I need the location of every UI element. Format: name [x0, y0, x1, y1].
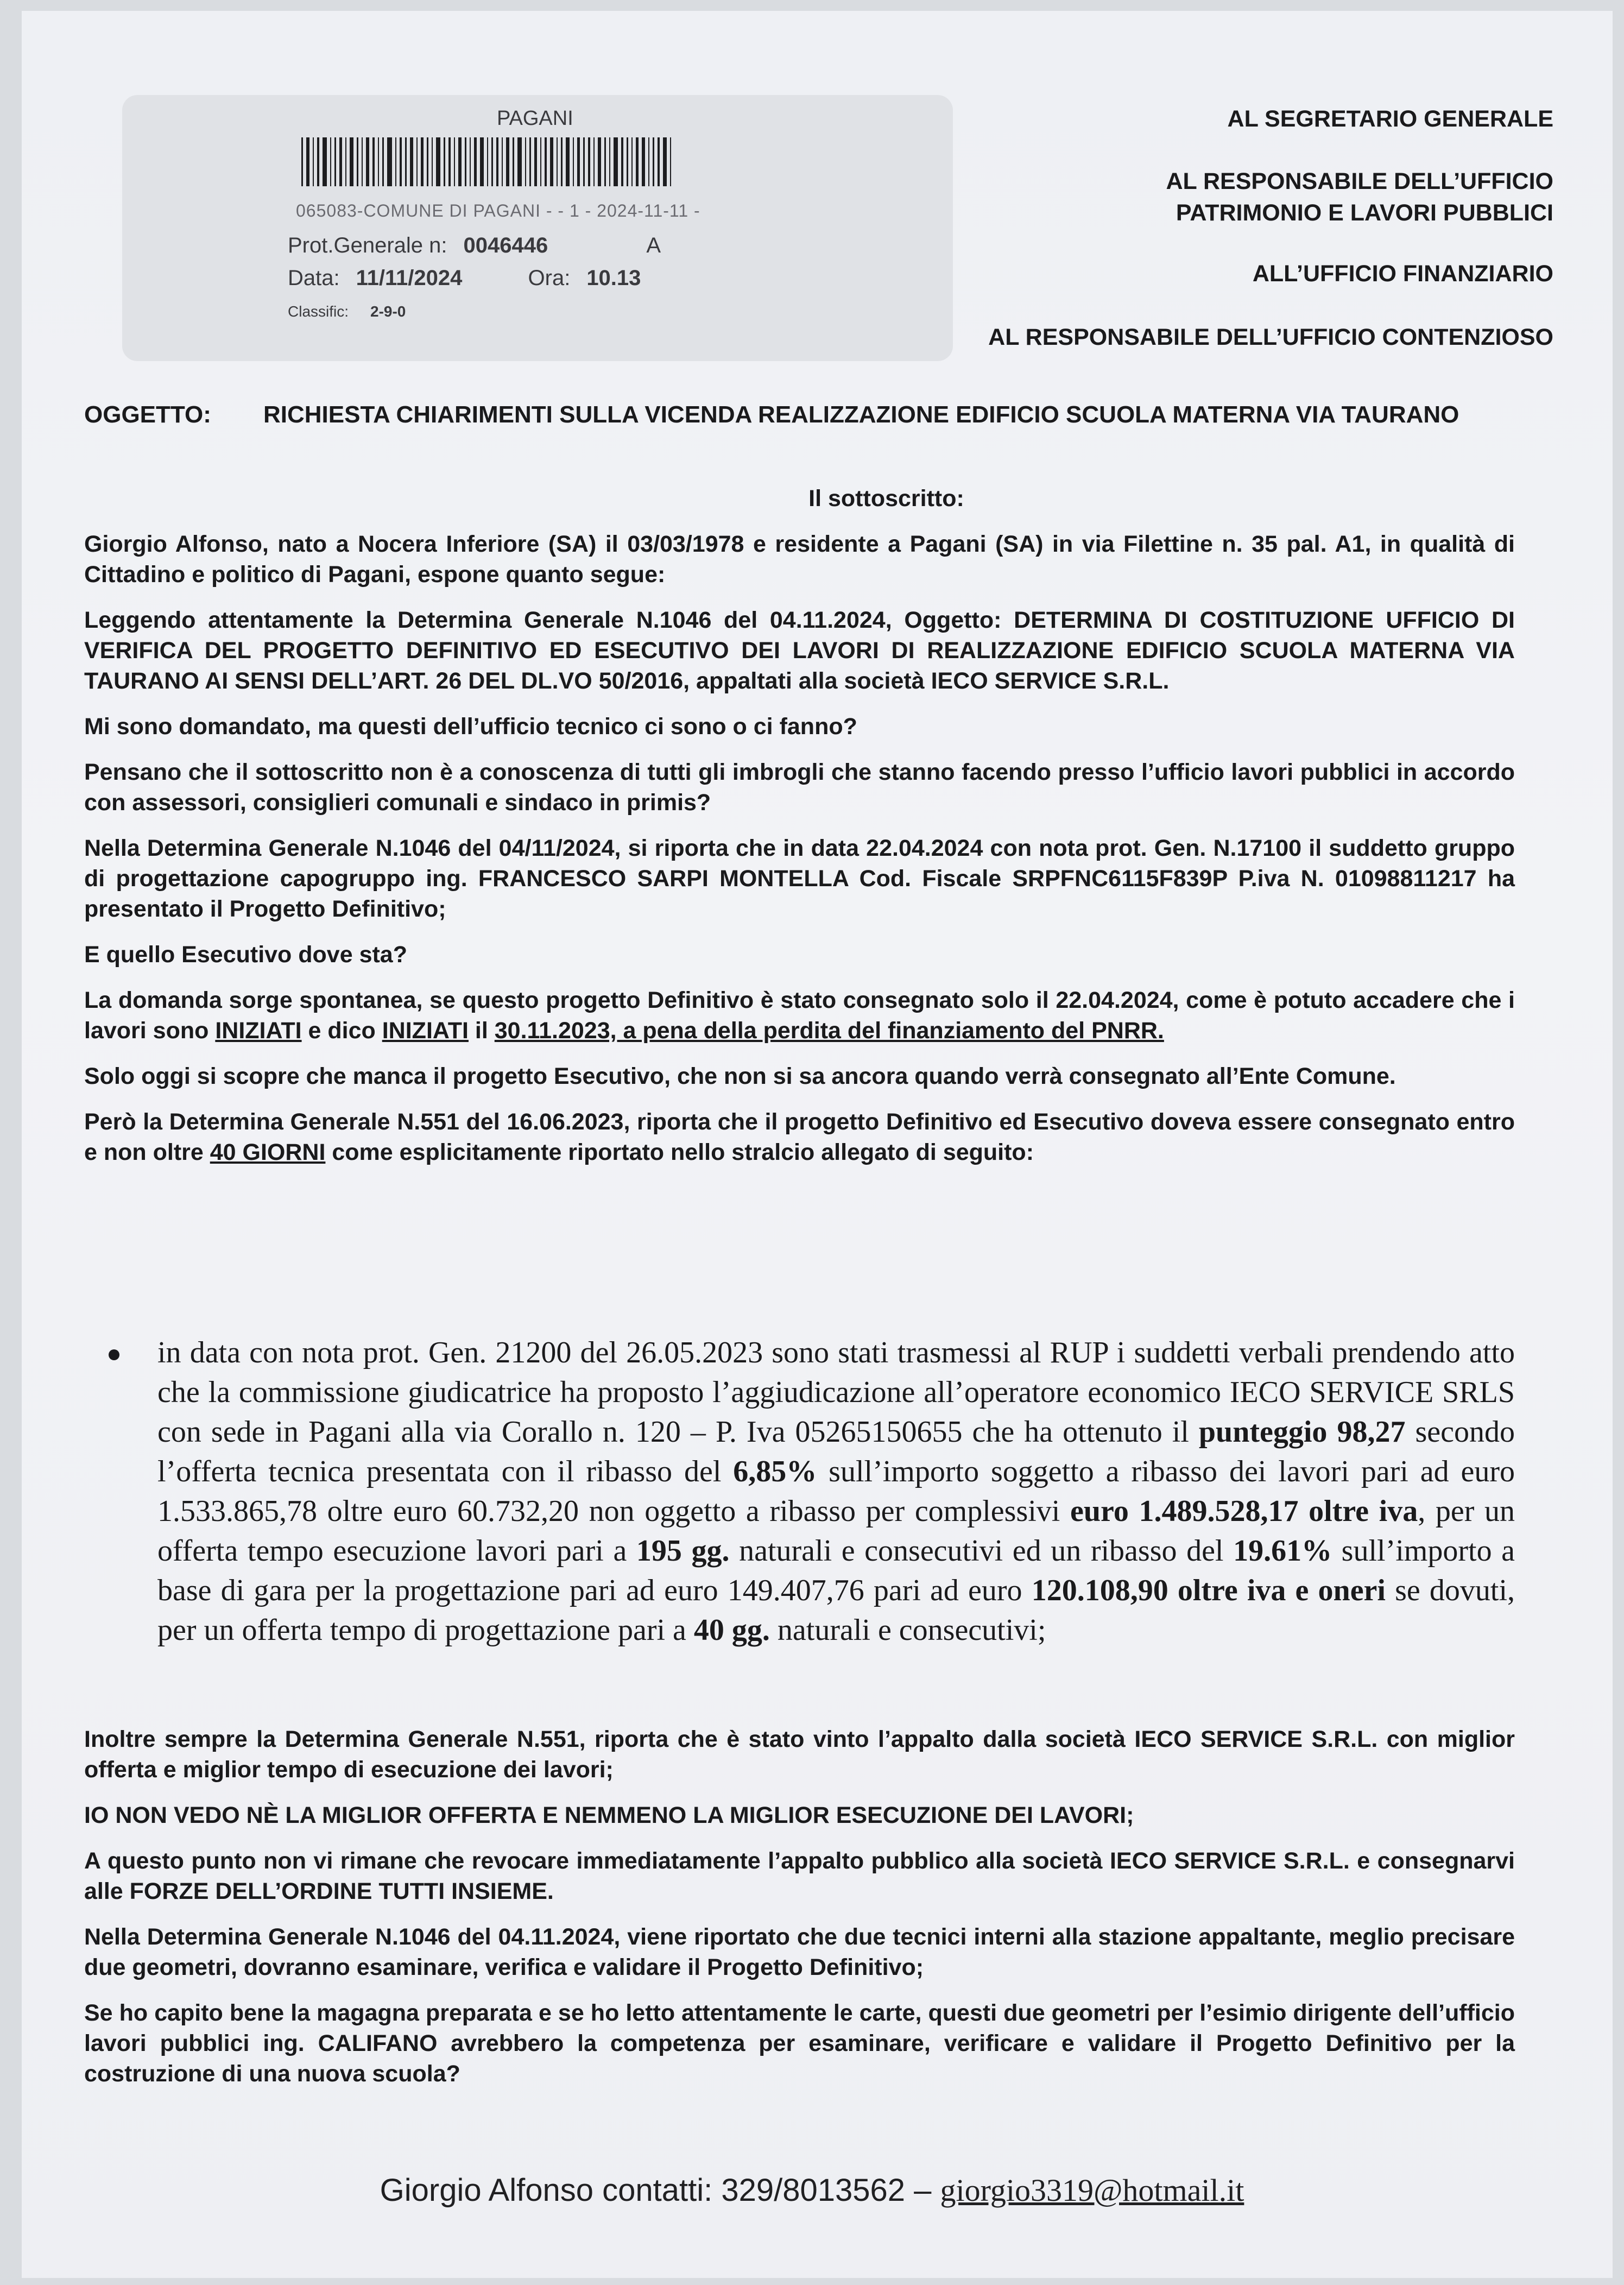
recipient-public-works-line2: PATRIMONIO E LAVORI PUBBLICI [1176, 200, 1553, 226]
text-run: Però la Determina Generale N.551 del 16.06.2023, riporta che il progetto Definitivo ed Esecutivo doveva essere consegnato entro e non oltre [84, 1109, 1515, 1165]
stamp-class-value: 2-9-0 [370, 303, 406, 320]
bold-text: 195 gg. [636, 1534, 730, 1568]
barcode-bar [378, 137, 379, 186]
text-run: il [468, 1018, 495, 1044]
barcode-bar [534, 137, 537, 186]
stamp-prot-number: 0046446 [463, 233, 548, 257]
barcode-bar [653, 137, 654, 186]
barcode-bar [658, 137, 660, 186]
text-run: , per un offerta tempo esecuzione lavori pari a [157, 1494, 1515, 1568]
barcode-bar [557, 137, 558, 186]
recipient-litigation: AL RESPONSABILE DELL’UFFICIO CONTENZIOSO [988, 324, 1553, 350]
stamp-reference: 065083-COMUNE DI PAGANI - - 1 - 2024-11-11 - [296, 201, 700, 220]
subject-label: OGGETTO: [84, 401, 211, 428]
bold-text: 120.108,90 oltre iva e oneri [1031, 1574, 1386, 1607]
barcode-bar [421, 137, 424, 186]
footer-contacts [0, 2172, 1624, 2208]
paragraph-determina-551 [84, 1107, 1515, 1167]
barcode-bar [350, 137, 353, 186]
bold-text: euro 1.489.528,17 oltre iva [1070, 1494, 1418, 1528]
barcode-bar [588, 137, 590, 186]
barcode-bar [465, 137, 466, 186]
underlined-text: 30.11.2023, a pena della perdita del finanziamento del PNRR. [494, 1018, 1164, 1044]
barcode-bar [545, 137, 547, 186]
text-run: La domanda sorge spontanea, se questo progetto Definitivo è stato consegnato solo il 22.04.2024, come è potuto accadere che i lavori sono [84, 987, 1515, 1044]
barcode-bar [395, 137, 396, 186]
stamp-time-label: Ora: [528, 266, 571, 290]
footer-text: Giorgio Alfonso contatti: 329/8013562 – [380, 2173, 940, 2208]
barcode-bar [400, 137, 402, 186]
barcode-bar [330, 137, 331, 186]
underlined-text: 40 GIORNI [210, 1139, 326, 1165]
stamp-date-label: Data: [288, 266, 340, 290]
paragraph-revocare: A questo punto non vi rimane che revocare immediatamente l’appalto pubblico alla società IECO SERVICE S.R.L. e consegnarvi alle FORZE DELL’ORDINE TUTTI INSIEME. [84, 1848, 1515, 1904]
barcode-bar [454, 137, 455, 186]
barcode-bar [540, 137, 541, 186]
barcode-bar [525, 137, 526, 186]
barcode-bar [382, 137, 384, 186]
subject-text: RICHIESTA CHIARIMENTI SULLA VICENDA REALIZZAZIONE EDIFICIO SCUOLA MATERNA VIA TAURANO [263, 401, 1459, 428]
paragraph-manca-esecutivo: Solo oggi si scopre che manca il progetto Esecutivo, che non si sa ancora quando verrà consegnato all’Ente Comune. [84, 1063, 1396, 1089]
barcode-bar [566, 137, 570, 186]
barcode-bar [357, 137, 358, 186]
barcode-bar [334, 137, 336, 186]
paragraph-progetto-definitivo: Nella Determina Generale N.1046 del 04/11/2024, si riporta che in data 22.04.2024 con nota prot. Gen. N.17100 il suddetto gruppo di progettazione capogruppo ing. FRANCESCO SARPI MONTELLA Cod. Fiscale SRPFNC6115F839P P.iva N. 01098811217 ha presentato il Progetto Definitivo; [84, 835, 1515, 922]
text-run: secondo l’offerta tecnica presentata con il ribasso del [157, 1415, 1515, 1488]
protocol-stamp [122, 95, 953, 361]
barcode-bar [317, 137, 319, 186]
text-run: sull’importo soggetto a ribasso dei lavori pari ad euro 1.533.865,78 oltre euro 60.732,20 non oggetto a ribasso per complessivi [157, 1455, 1515, 1528]
paragraph-esecutivo-question: E quello Esecutivo dove sta? [84, 942, 407, 968]
subject [84, 399, 1518, 431]
barcode-bar [598, 137, 601, 186]
text-run: se dovuti, per un offerta tempo di progettazione pari a [157, 1574, 1515, 1647]
bold-text: 40 gg. [693, 1613, 770, 1647]
text-run: come esplicitamente riportato nello stralcio allegato di seguito: [325, 1139, 1034, 1165]
barcode-bar [345, 137, 346, 186]
barcode-bar [410, 137, 413, 186]
barcode-bar [444, 137, 445, 186]
stamp-date-value: 11/11/2024 [356, 266, 463, 290]
recipient-finance: ALL’UFFICIO FINANZIARIO [1252, 261, 1553, 287]
barcode-bar [436, 137, 440, 186]
heading-undersigned: Il sottoscritto: [808, 485, 964, 512]
paragraph-geometri: Nella Determina Generale N.1046 del 04.11.2024, viene riportato che due tecnici interni alla stazione appaltante, meglio precisare due geometri, dovranno esaminare, verifica e validare il Progetto Definitivo; [84, 1924, 1515, 1980]
barcode-bar [487, 137, 488, 186]
barcode-bar [609, 137, 610, 186]
stamp-prot-letter: A [646, 233, 661, 257]
barcode-bar [573, 137, 574, 186]
stamp-date-row [288, 266, 641, 291]
paragraph-iniziati [84, 985, 1515, 1046]
stamp-city: PAGANI [497, 107, 573, 130]
barcode-bar [491, 137, 493, 186]
paragraph-imbrogli: Pensano che il sottoscritto non è a conoscenza di tutti gli imbrogli che stanno facendo presso l’ufficio lavori pubblici in accordo con assessori, consiglieri comunali e sindaco in primis? [84, 759, 1515, 816]
barcode-bar [432, 137, 433, 186]
barcode-bar [577, 137, 580, 186]
paragraph-question-office: Mi sono domandato, ma questi dell’ufficio tecnico ci sono o ci fanno? [84, 714, 857, 740]
barcode-bar [313, 137, 314, 186]
bold-text: 19.61% [1233, 1534, 1332, 1568]
barcode-bar [614, 137, 618, 186]
footer-email-link[interactable]: giorgio3319@hotmail.it [940, 2173, 1244, 2208]
barcode-bar [593, 137, 595, 186]
barcode-bar [513, 137, 514, 186]
underlined-text: INIZIATI [215, 1018, 302, 1044]
barcode-bar [323, 137, 327, 186]
barcode-bar [470, 137, 471, 186]
barcode-bar [458, 137, 462, 186]
paragraph-competenza: Se ho capito bene la magagna preparata e se ho letto attentamente le carte, questi due geometri per l’esimio dirigente dell’ufficio lavori pubblici ing. CALIFANO avrebbero la competenza per esaminare, verificare e validare il Progetto Definitivo per la costruzione di una nuova scuola? [84, 2000, 1515, 2087]
body-lower [84, 1724, 1515, 2104]
barcode-bar [636, 137, 639, 186]
text-run: naturali e consecutivi; [769, 1613, 1046, 1647]
barcode-bar [604, 137, 606, 186]
text-run: in data con nota prot. Gen. 21200 del 26.05.2023 sono stati trasmessi al RUP i suddetti verbali prendendo atto che la commissione giudicatrice ha proposto l’aggiudicazione all’operatore economico IECO SERVICE SRLS con sede in Pagani alla via Corallo n. 120 – P. Iva 05265150655 che ha ottenuto il [157, 1336, 1515, 1449]
barcode-bar [502, 137, 503, 186]
barcode-bar [448, 137, 451, 186]
barcode-bar [648, 137, 649, 186]
barcode-bar [387, 137, 392, 186]
text-run: e dico [301, 1018, 382, 1044]
barcode-bar [529, 137, 531, 186]
quoted-excerpt [109, 1333, 1515, 1650]
stamp-class-label: Classific: [288, 303, 349, 320]
barcode-bar [474, 137, 477, 186]
barcode-bar [405, 137, 407, 186]
barcode-bar [306, 137, 309, 186]
barcode-bar [631, 137, 633, 186]
bold-text: 6,85% [733, 1455, 817, 1488]
stamp-prot-label: Prot.Generale n: [288, 233, 447, 257]
barcode-bar [642, 137, 645, 186]
bold-text: punteggio 98,27 [1198, 1415, 1406, 1449]
paragraph-appalto-vinto: Inoltre sempre la Determina Generale N.551, riporta che è stato vinto l’appalto dalla società IECO SERVICE S.R.L. con miglior offerta e miglior tempo di esecuzione dei lavori; [84, 1726, 1515, 1783]
barcode-bar [496, 137, 498, 186]
barcode-bar [339, 137, 342, 186]
barcode-bar [550, 137, 553, 186]
barcode-bar [517, 137, 522, 186]
barcode-bar [372, 137, 375, 186]
barcode-bar [627, 137, 628, 186]
recipient-public-works-line1: AL RESPONSABILE DELL’UFFICIO [1166, 168, 1553, 194]
recipient-public-works [1166, 166, 1553, 229]
barcode-bar [583, 137, 585, 186]
text-run: naturali e consecutivi ed un ribasso del [729, 1534, 1234, 1568]
barcode-bar [362, 137, 363, 186]
barcode-bar [663, 137, 667, 186]
recipient-secretary: AL SEGRETARIO GENERALE [1227, 106, 1553, 132]
barcode-bar [366, 137, 369, 186]
stamp-prot-row [288, 233, 661, 258]
stamp-time-value: 10.13 [586, 266, 641, 290]
paragraph-identity: Giorgio Alfonso, nato a Nocera Inferiore (SA) il 03/03/1978 e residente a Pagani (SA) in via Filettine n. 35 pal. A1, in qualità di Cittadino e politico di Pagani, espone quanto segue: [84, 531, 1515, 588]
barcode-bar [506, 137, 509, 186]
barcode-bar [670, 137, 671, 186]
paragraph-determina-1046: Leggendo attentamente la Determina Generale N.1046 del 04.11.2024, Oggetto: DETERMINA DI COSTITUZIONE UFFICIO DI VERIFICA DEL PROGETTO DEFINITIVO ED ESECUTIVO DEI LAVORI DI REALIZZAZIONE EDIFICIO SCUOLA MATERNA VIA TAURANO AI SENSI DELL’ART. 26 DEL DL.VO 50/2016, appaltati alla società IECO SERVICE S.R.L. [84, 607, 1515, 694]
barcode-bar [621, 137, 623, 186]
barcode-bar [480, 137, 484, 186]
stamp-class-row [288, 303, 406, 320]
bullet-dot [109, 1349, 119, 1360]
barcode-bar [416, 137, 418, 186]
text-run: sull’importo a base di gara per la progettazione pari ad euro 149.407,76 pari ad euro [157, 1534, 1515, 1607]
barcode-bar [561, 137, 563, 186]
underlined-text: INIZIATI [382, 1018, 469, 1044]
barcode-bar [301, 137, 303, 186]
quoted-excerpt-text [157, 1333, 1515, 1650]
barcode [301, 137, 790, 186]
barcode-bar [427, 137, 428, 186]
paragraph-non-vedo: IO NON VEDO NÈ LA MIGLIOR OFFERTA E NEMMENO LA MIGLIOR ESECUZIONE DEI LAVORI; [84, 1802, 1134, 1828]
body-upper [84, 483, 1515, 1183]
